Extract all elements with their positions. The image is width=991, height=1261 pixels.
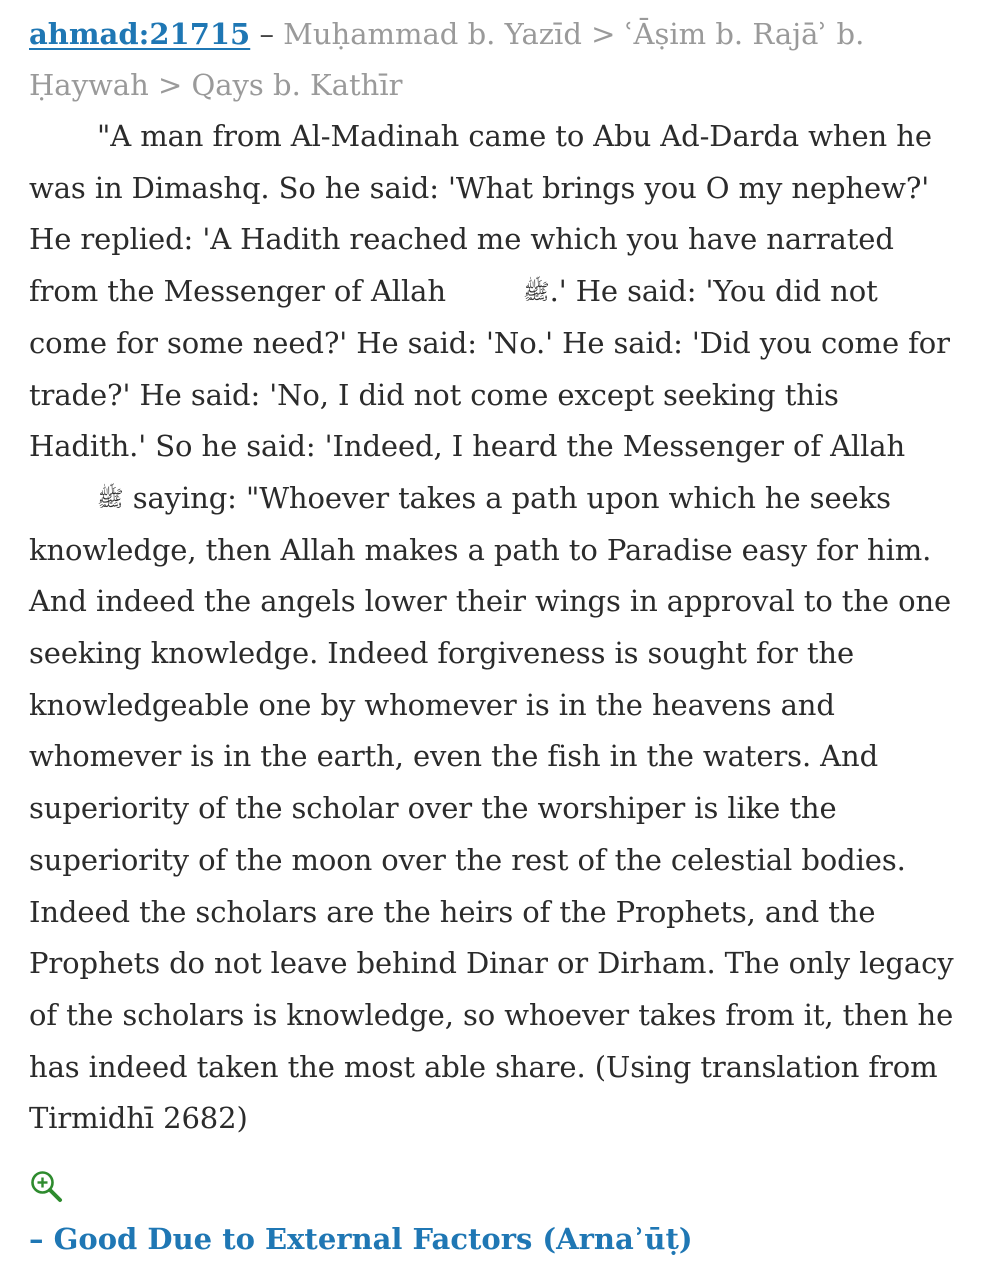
zoom-in-icon[interactable] bbox=[29, 1169, 63, 1203]
separator: – bbox=[250, 17, 284, 51]
hadith-header bbox=[29, 9, 959, 111]
hadith-entry bbox=[29, 0, 959, 1261]
salawat-glyph: ﷺ bbox=[523, 280, 550, 306]
salawat-glyph: ﷺ bbox=[97, 486, 124, 512]
hadith-text-part2: .' He said: 'You did not come for some need?' He said: 'No.' He said: 'Did you come for trade?' He said: 'No, I did not come except seeking this Hadith.' So he said: 'Indeed, I heard the Messenger of Allah bbox=[29, 274, 950, 464]
hadith-text-part1: "A man from Al-Madinah came to Abu Ad-Darda when he was in Dimashq. So he said: 'What brings you O my nephew?' He replied: 'A Hadith reached me which you have narrated from the Messenger of Allah bbox=[29, 119, 932, 309]
zoom-row bbox=[29, 1169, 959, 1209]
isnad-chain: Muḥammad b. Yazīd > ʿĀṣim b. Rajāʾ b. Ḥaywah > Qays b. Kathīr bbox=[29, 17, 865, 102]
hadith-text bbox=[29, 111, 959, 1145]
hadith-grade[interactable]: – Good Due to External Factors (Arnaʾūṭ) bbox=[29, 1222, 693, 1257]
hadith-text-part3: saying: "Whoever takes a path upon which he seeks knowledge, then Allah makes a path to Paradise easy for him. And indeed the angels lower their wings in approval to the one seeking knowledge. Indeed forgiveness is sought for the knowledgeable one by whomever is in the heavens and whomever is in the earth, even the fish in the waters. And superiority of the scholar over the worshiper is like the superiority of the moon over the rest of the celestial bodies. Indeed the scholars are the heirs of the Prophets, and the Prophets do not leave behind Dinar or Dirham. The only legacy of the scholars is knowledge, so whoever takes from it, then he has indeed taken the most able share. (Using translation from Tirmidhī 2682) bbox=[29, 480, 954, 1136]
hadith-reference-link[interactable]: ahmad:21715 bbox=[29, 17, 251, 51]
